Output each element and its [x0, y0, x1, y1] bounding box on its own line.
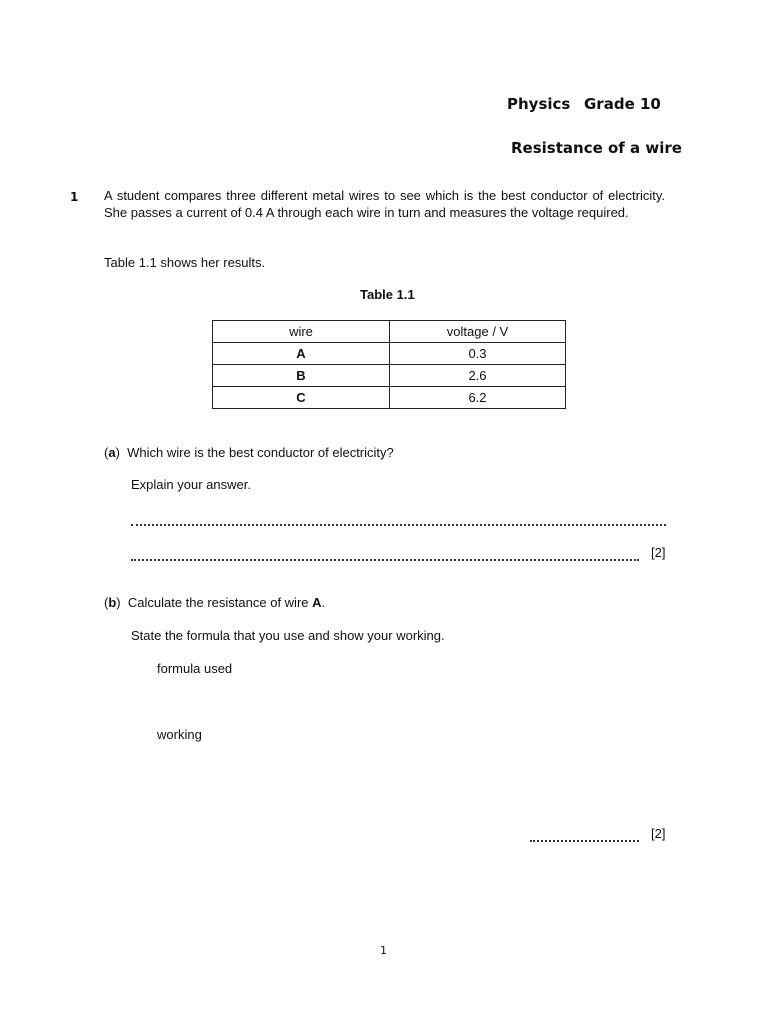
part-b-wire: A [312, 595, 322, 610]
wire-cell: A [213, 343, 390, 365]
table-caption: Table 1.1 [360, 287, 415, 302]
table-reference-text: Table 1.1 shows her results. [104, 255, 266, 270]
part-a-question: (a) Which wire is the best conductor of electricity? [104, 445, 394, 460]
answer-line[interactable] [131, 559, 639, 561]
answer-line[interactable] [131, 524, 666, 526]
table-row [213, 387, 566, 409]
results-table [212, 320, 566, 409]
part-b-question-prefix: Calculate the resistance of wire [127, 595, 313, 610]
part-a-instruction: Explain your answer. [131, 477, 251, 492]
part-b-marks: [2] [651, 826, 666, 841]
part-b-label: b [108, 595, 117, 610]
voltage-cell: 2.6 [390, 365, 566, 387]
table-header-row [213, 321, 566, 343]
grade-heading: Grade 10 [584, 95, 661, 113]
part-a-marks: [2] [651, 545, 666, 560]
answer-line[interactable] [530, 840, 639, 842]
part-b-instruction: State the formula that you use and show your working. [131, 628, 445, 643]
voltage-cell: 0.3 [390, 343, 566, 365]
column-header-wire: wire [213, 321, 390, 343]
working-label: working [157, 727, 202, 742]
formula-used-label: formula used [157, 661, 233, 676]
question-number: 1 [70, 190, 79, 204]
part-b-question: (b) Calculate the resistance of wire A. [104, 595, 326, 610]
part-a-question-text: Which wire is the best conductor of electricity? [127, 445, 394, 460]
question-intro: A student compares three different metal wires to see which is the best conductor of electricity. She passes a current of 0.4 A through each wire in turn and measures the voltage required. [104, 188, 665, 220]
subject-heading: Physics [507, 95, 571, 113]
part-a-label: a [108, 445, 116, 460]
worksheet-title: Resistance of a wire [511, 139, 682, 157]
wire-cell: B [213, 365, 390, 387]
table-row [213, 365, 566, 387]
voltage-cell: 6.2 [390, 387, 566, 409]
wire-cell: C [213, 387, 390, 409]
table-row [213, 343, 566, 365]
page-number: 1 [380, 944, 387, 957]
column-header-voltage: voltage / V [390, 321, 566, 343]
part-b-question-suffix: . [321, 595, 326, 610]
